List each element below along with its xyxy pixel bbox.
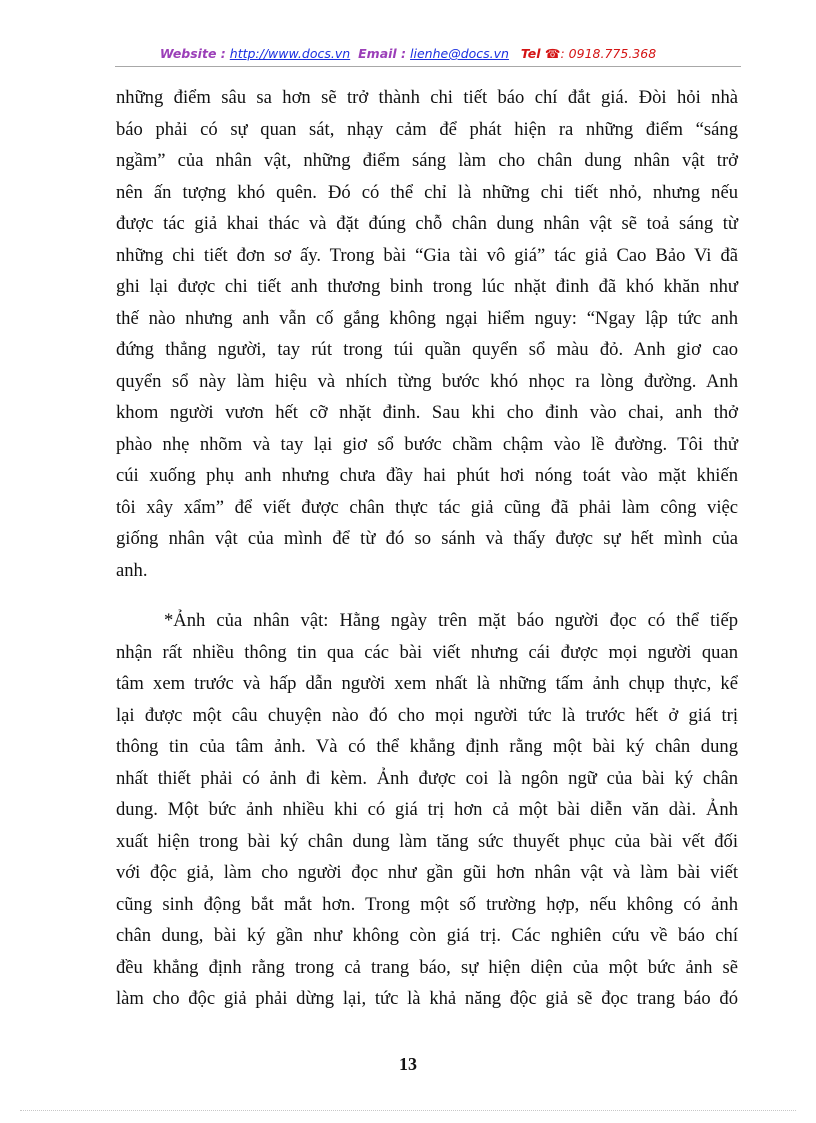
website-link[interactable]: http://www.docs.vn bbox=[229, 46, 351, 61]
document-body bbox=[116, 82, 738, 1015]
text-line: xuất hiện trong bài ký chân dung làm tăng sức thuyết phục của bài vết đối bbox=[116, 830, 738, 852]
text-line: nên ấn tượng khó quên. Đó có thể chỉ là những chi tiết nhỏ, nhưng nếu bbox=[116, 181, 738, 203]
text-line: ngầm” của nhân vật, những điểm sáng làm cho chân dung nhân vật trở bbox=[116, 150, 738, 171]
text-line: những điểm sâu sa hơn sẽ trở thành chi tiết báo chí đắt giá. Đòi hỏi nhà bbox=[116, 87, 738, 108]
email-label: Email : bbox=[358, 46, 407, 61]
text-line: cũng sinh động bắt mắt hơn. Trong một số trường hợp, nếu không có ảnh bbox=[116, 893, 738, 915]
text-line: khom người vươn hết cỡ nhặt đinh. Sau khi cho đinh vào chai, anh thở bbox=[116, 402, 738, 423]
text-line: lại được một câu chuyện nào đó cho mọi người tức là trước hết ở giá trị bbox=[116, 704, 738, 726]
email-link[interactable]: lienhe@docs.vn bbox=[410, 46, 509, 61]
text-line: những chi tiết đơn sơ ấy. Trong bài “Gia tài vô giá” tác giả Cao Bảo Vi đã bbox=[116, 244, 738, 266]
text-line: quyển sổ này làm hiệu và nhích từng bước khó nhọc ra lòng đường. Anh bbox=[116, 370, 738, 392]
website-label: Website : bbox=[159, 46, 226, 61]
text-line: thế nào nhưng anh vẫn cố gắng không ngại hiểm nguy: “Ngay lập tức anh bbox=[116, 307, 738, 329]
header-divider bbox=[115, 66, 741, 67]
text-line: *Ảnh của nhân vật: Hằng ngày trên mặt báo người đọc có thể tiếp bbox=[164, 610, 738, 631]
page-number: 13 bbox=[399, 1054, 417, 1074]
text-line: báo phải có sự quan sát, nhạy cảm để phát hiện ra những điểm “sáng bbox=[116, 118, 738, 140]
footer-divider bbox=[20, 1110, 796, 1111]
tel-number: : 0918.775.368 bbox=[560, 46, 657, 61]
text-line: cúi xuống phụ anh nhưng chưa đầy hai phút hơi nóng toát vào mặt khiến bbox=[116, 465, 738, 486]
text-line: tôi xây xẩm” để viết được chân thực tác giả cũng đã phải làm công việc bbox=[116, 496, 738, 518]
text-line: tâm xem trước và hấp dẫn người xem nhất là những tấm ảnh chụp thực, kể bbox=[116, 673, 738, 694]
text-line: đều khẳng định rằng trong cả trang báo, sự hiện diện của một bức ảnh sẽ bbox=[116, 956, 738, 978]
text-line: nhất thiết phải có ảnh đi kèm. Ảnh được coi là ngôn ngữ của bài ký chân bbox=[116, 767, 738, 789]
text-line: ghi lại được chi tiết anh thương binh trong lúc nhặt đinh đã khó khăn như bbox=[116, 276, 738, 297]
page-header bbox=[0, 46, 816, 61]
tel-label: Tel ☎ bbox=[520, 46, 561, 61]
text-line: làm cho độc giả phải dừng lại, tức là khả năng độc giả sẽ đọc trang báo đó bbox=[116, 988, 738, 1009]
text-line: chân dung, bài ký gần như không còn giá trị. Các nghiên cứu về báo chí bbox=[116, 925, 738, 946]
text-line: nhận rất nhiều thông tin qua các bài viết nhưng cái được mọi người quan bbox=[116, 641, 738, 663]
paragraph-1 bbox=[116, 82, 738, 586]
text-line: giống nhân vật của mình để từ đó so sánh và thấy được sự hết mình của bbox=[116, 528, 738, 549]
text-line: phào nhẹ nhõm và tay lại giơ sổ bước chầm chậm vào lề đường. Tôi thử bbox=[116, 433, 738, 455]
text-line: được tác giả khai thác và đặt đúng chỗ chân dung nhân vật sẽ toả sáng từ bbox=[116, 213, 738, 234]
paragraph-2 bbox=[116, 605, 738, 1015]
text-line: anh. bbox=[116, 559, 148, 581]
text-line: thông tin của tâm ảnh. Và có thể khẳng định rằng một bài ký chân dung bbox=[116, 736, 738, 757]
text-line: với độc giả, làm cho người đọc như gần gũi hơn nhân vật và làm bài viết bbox=[116, 862, 738, 883]
text-line: dung. Một bức ảnh nhiều khi có giá trị hơn cả một bài diễn văn dài. Ảnh bbox=[116, 799, 738, 820]
text-line: đứng thẳng người, tay rút trong túi quần quyển sổ màu đỏ. Anh giơ cao bbox=[116, 339, 738, 360]
